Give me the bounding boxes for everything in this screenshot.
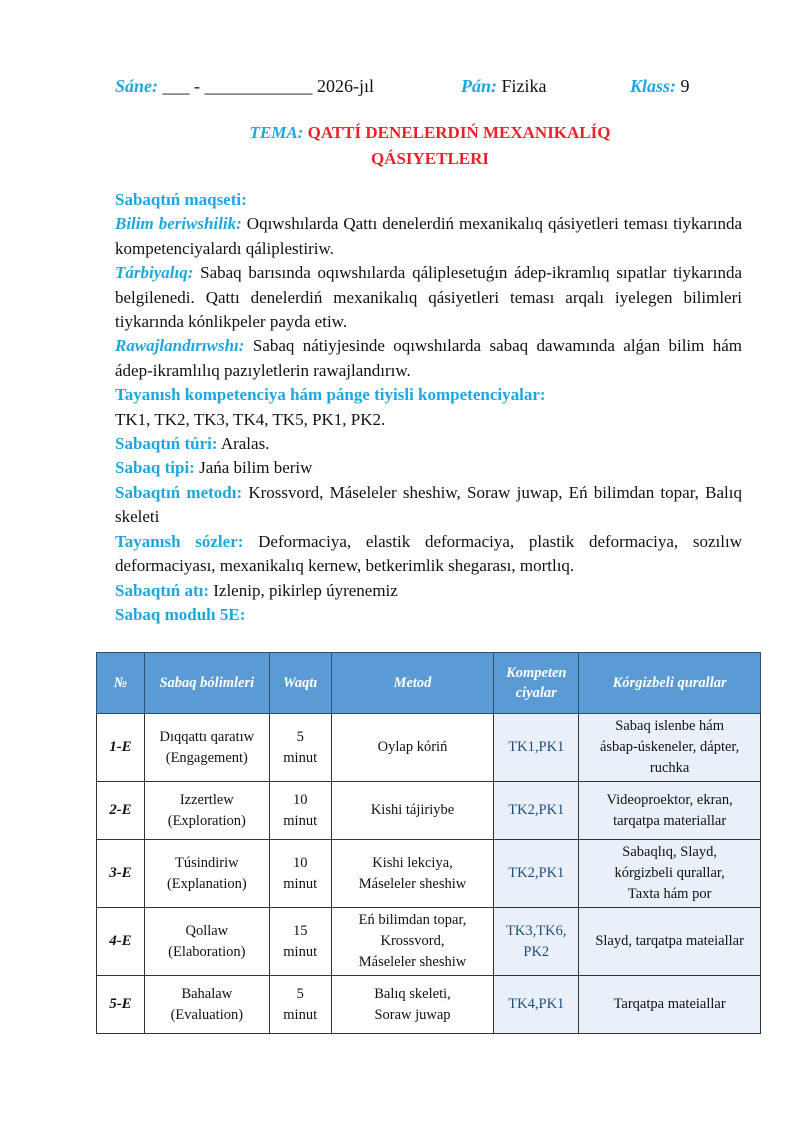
- cell-competencies: [494, 976, 579, 1034]
- title-label: TEMA:: [249, 123, 304, 142]
- cell-tools: [579, 976, 761, 1034]
- cell-section: [144, 976, 269, 1034]
- cell-method: [331, 908, 494, 976]
- cell-num: 4-E: [97, 908, 145, 976]
- lesson-title: [115, 120, 745, 172]
- cell-method: [331, 714, 494, 782]
- col-header-competencies: [494, 653, 579, 714]
- lesson-kind: [115, 456, 742, 480]
- table-row: [97, 714, 761, 782]
- goal-upbringing: [115, 261, 742, 334]
- module-heading: Sabaq modulı 5E:: [115, 604, 246, 624]
- cell-method: [331, 840, 494, 908]
- cell-text: minut: [283, 875, 318, 892]
- goal-developing-text: Sabaq nátiyjesinde oqıwshılarda sabaq dawamında alǵan bilim hám ádep-ikramlılıq pazıyletlerin rawajlandırıw.: [115, 336, 743, 380]
- title-line-2: QÁSIYETLERI: [370, 149, 490, 168]
- cell-text: Krossvord,: [380, 933, 445, 949]
- lesson-header: [115, 76, 745, 100]
- cell-tools: [579, 782, 761, 840]
- table-row: [97, 908, 761, 976]
- cell-time: [269, 782, 331, 840]
- lesson-type-text: Aralas.: [220, 434, 270, 454]
- lesson-kind-text: Jańa bilim beriw: [199, 458, 313, 478]
- cell-text: Slayd, tarqatpa mateiallar: [595, 933, 744, 949]
- cell-text: (Elaboration): [168, 943, 246, 960]
- cell-text: Dıqqattı qaratıw: [159, 728, 255, 745]
- cell-text: 5: [296, 728, 304, 745]
- col-header-comp-line-2: ciyalar: [515, 685, 557, 701]
- cell-text: Túsindiriw: [175, 854, 239, 871]
- goal-developing: [115, 334, 742, 383]
- cell-text: 10: [292, 791, 308, 808]
- cell-text: Izzertlew: [179, 791, 234, 808]
- date-label: Sáne:: [115, 76, 159, 96]
- cell-text: Bahalaw: [181, 985, 233, 1002]
- col-header-comp-line-1: Kompeten: [506, 665, 567, 681]
- keywords-label: Tayanısh sózler:: [115, 531, 244, 551]
- subject-label: Pán:: [461, 76, 497, 96]
- keywords-text: Deformaciya, elastik deformaciya, plastik deformaciya, sozılıw deformaciyası, mexanikalıq kernew, betkerimlik shegarası, mortlıq.: [115, 531, 742, 576]
- cell-tools: [579, 908, 761, 976]
- methods-label: Sabaqtıń metodı:: [115, 482, 243, 502]
- table-row: [97, 840, 761, 908]
- cell-text: 10: [292, 854, 308, 871]
- competencies-label: Tayanısh kompetenciya hám pánge tiyisli kompetenciyalar:: [115, 385, 546, 405]
- cell-text: minut: [283, 812, 318, 829]
- methods-text: Krossvord, Máseleler sheshiw, Soraw juwap, Eń bilimdan topar, Balıq skeleti: [115, 482, 742, 527]
- lesson-kind-label: Sabaq tipi:: [115, 458, 195, 478]
- cell-text: Qollaw: [185, 922, 229, 939]
- table-row: [97, 976, 761, 1034]
- cell-text: kórgizbeli qurallar,: [614, 865, 725, 881]
- lesson-type: [115, 432, 742, 456]
- cell-text: Taxta hám por: [627, 886, 712, 902]
- cell-text: 15: [292, 922, 308, 939]
- cell-text: tarqatpa materiallar: [613, 812, 727, 829]
- cell-competencies: [494, 908, 579, 976]
- cell-text: minut: [283, 943, 318, 960]
- goal-upbringing-text: Sabaq barısında oqıwshılarda qáliplesetuǵın ádep-ikramlıq sıpatlar tiykarında belgilenedi. Qattı denelerdiń mexanikalıq qásiyetleri teması arqalı iyelegen bilimleri tiykarında kónlikpeler payda etiw.: [115, 263, 742, 332]
- cell-text: TK1,PK1: [508, 739, 565, 755]
- cell-text: Oylap kóriń: [377, 739, 448, 755]
- cell-section: [144, 840, 269, 908]
- col-header-tools: Kórgizbeli qurallar: [579, 653, 761, 714]
- cell-num: 2-E: [97, 782, 145, 840]
- cell-text: TK2,PK1: [508, 802, 565, 818]
- cell-time: [269, 714, 331, 782]
- lesson-content: [115, 188, 742, 627]
- cell-text: (Explanation): [166, 875, 247, 892]
- col-header-section: Sabaq bólimleri: [144, 653, 269, 714]
- cell-num: 1-E: [97, 714, 145, 782]
- cell-num: 3-E: [97, 840, 145, 908]
- lesson-methods: [115, 481, 742, 530]
- cell-text: minut: [283, 749, 318, 766]
- col-header-num: №: [97, 653, 145, 714]
- cell-tools: [579, 714, 761, 782]
- goal-educational: [115, 212, 742, 261]
- motto-label: Sabaqtıń atı:: [115, 580, 209, 600]
- cell-text: (Exploration): [167, 812, 246, 829]
- cell-text: Sabaqlıq, Slayd,: [622, 844, 717, 860]
- cell-time: [269, 840, 331, 908]
- cell-text: TK4,PK1: [508, 996, 565, 1012]
- cell-tools: [579, 840, 761, 908]
- date-field: [115, 76, 374, 97]
- cell-competencies: [494, 714, 579, 782]
- cell-text: minut: [283, 1006, 318, 1023]
- class-label: Klass:: [630, 76, 677, 96]
- goal-developing-label: Rawajlandırıwshı:: [115, 336, 245, 356]
- cell-num: 5-E: [97, 976, 145, 1034]
- title-line-1: QATTÍ DENELERDIŃ MEXANIKALÍQ: [307, 123, 611, 142]
- class-field: [630, 76, 690, 97]
- col-header-method: Metod: [331, 653, 494, 714]
- cell-text: Videoproektor, ekran,: [606, 791, 733, 808]
- date-value: ___ - ____________ 2026-jıl: [162, 76, 375, 96]
- cell-text: Eń bilimdan topar,: [358, 912, 467, 928]
- cell-method: [331, 782, 494, 840]
- cell-text: 5: [296, 985, 304, 1002]
- goal-educational-label: Bilim beriwshilik:: [115, 214, 242, 234]
- cell-time: [269, 976, 331, 1034]
- cell-text: TK3,TK6,: [506, 922, 567, 939]
- motto-text: Izlenip, pikirlep úyrenemiz: [213, 580, 398, 600]
- subject-field: [461, 76, 547, 97]
- cell-text: PK2: [523, 943, 550, 960]
- cell-text: (Engagement): [165, 749, 248, 766]
- lesson-type-label: Sabaqtıń túri:: [115, 434, 218, 454]
- cell-time: [269, 908, 331, 976]
- cell-text: Kishi tájiriybe: [370, 802, 455, 818]
- cell-competencies: [494, 840, 579, 908]
- cell-text: ruchka: [649, 760, 690, 776]
- lesson-plan-table: [96, 652, 761, 1034]
- goal-upbringing-label: Tárbiyalıq:: [115, 263, 194, 283]
- cell-section: [144, 908, 269, 976]
- cell-competencies: [494, 782, 579, 840]
- cell-text: Tarqatpa mateiallar: [613, 996, 726, 1012]
- class-value: 9: [680, 76, 690, 96]
- subject-value: Fizika: [501, 76, 547, 96]
- competencies-text: TK1, TK2, TK3, TK4, TK5, PK1, PK2.: [115, 409, 386, 429]
- key-words: [115, 530, 742, 579]
- table-row: [97, 782, 761, 840]
- cell-text: Kishi lekciya,: [372, 854, 453, 871]
- cell-section: [144, 714, 269, 782]
- lesson-motto: [115, 579, 742, 603]
- cell-method: [331, 976, 494, 1034]
- cell-text: Soraw juwap: [374, 1006, 451, 1023]
- cell-text: Sabaq islenbe hám: [615, 718, 724, 734]
- cell-text: Balıq skeleti,: [374, 985, 451, 1002]
- table-header-row: [97, 653, 761, 714]
- col-header-time: Waqtı: [269, 653, 331, 714]
- cell-text: ásbap-úskeneler, dápter,: [599, 739, 740, 755]
- cell-section: [144, 782, 269, 840]
- cell-text: Máseleler sheshiw: [358, 875, 467, 892]
- goals-heading: Sabaqtıń maqseti:: [115, 190, 247, 209]
- goal-educational-text: Oqıwshılarda Qattı denelerdiń mexanikalıq qásiyetleri teması tiykarında kompetenciyalardı qáliplestiriw.: [115, 214, 743, 258]
- cell-text: (Evaluation): [170, 1006, 244, 1023]
- cell-text: Máseleler sheshiw: [358, 954, 467, 970]
- cell-text: TK2,PK1: [508, 865, 565, 881]
